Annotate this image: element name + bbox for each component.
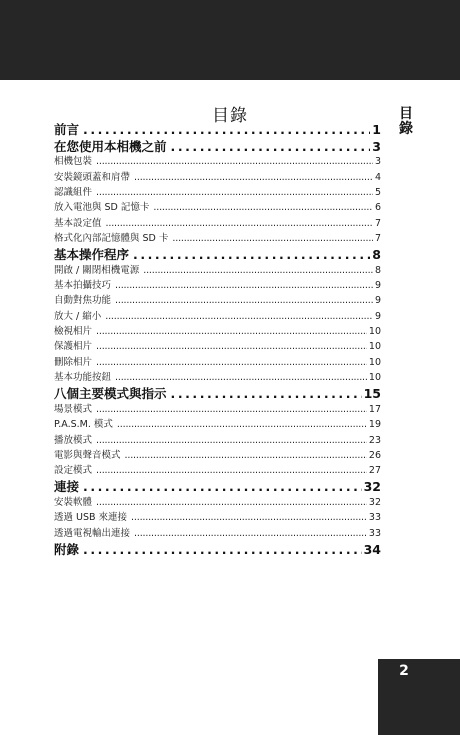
toc-entry-page-number: 15	[363, 386, 381, 401]
dot-leader	[133, 247, 370, 262]
toc-entry-page-number: 3	[374, 156, 381, 168]
toc-entry-page-number: 32	[368, 497, 381, 509]
toc-entry-label: 播放模式	[54, 434, 93, 446]
toc-entry-page-number: 4	[374, 171, 381, 183]
toc-entry-page-number: 10	[368, 341, 381, 353]
toc-entry-label: 檢視相片	[54, 326, 93, 338]
toc-entry-label: P.A.S.M. 模式	[54, 419, 113, 431]
toc-entry-label: 八個主要模式與指示	[54, 386, 167, 401]
toc-entry-label: 透過 USB 來連接	[54, 512, 128, 524]
toc-entry-label: 基本拍攝技巧	[54, 280, 112, 292]
toc-entry-page-number: 32	[363, 479, 381, 495]
toc-entry-page-number: 33	[368, 512, 381, 524]
page-number-tab	[378, 659, 460, 735]
toc-entry-label: 基本操作程序	[54, 247, 130, 262]
toc-entry[interactable]	[54, 215, 381, 230]
toc-chapter-entry[interactable]	[54, 120, 381, 137]
toc-entry-page-number: 9	[374, 280, 381, 292]
toc-entry-page-number: 34	[363, 541, 381, 557]
toc-entry[interactable]	[54, 494, 381, 509]
toc-entry-label: 安裝軟體	[54, 497, 93, 509]
dot-leader	[96, 357, 367, 368]
toc-chapter-entry[interactable]	[54, 137, 381, 154]
toc-entry-label: 放大 / 縮小	[54, 310, 102, 322]
toc-entry-label: 透過電視輸出連接	[54, 527, 131, 539]
toc-entry-page-number: 19	[368, 419, 381, 431]
toc-entry[interactable]	[54, 462, 381, 477]
toc-entry[interactable]	[54, 525, 381, 540]
dot-leader	[96, 497, 367, 508]
dot-leader	[134, 528, 367, 539]
toc-entry-label: 安裝鏡頭蓋和肩帶	[54, 171, 131, 183]
dot-leader	[96, 435, 367, 446]
toc-entry[interactable]	[54, 323, 381, 338]
toc-entry-page-number: 10	[368, 371, 381, 383]
dot-leader	[96, 187, 373, 198]
toc-entry[interactable]	[54, 369, 381, 384]
section-tab: 目錄	[399, 106, 413, 137]
toc-entry[interactable]	[54, 184, 381, 199]
dot-leader	[83, 479, 362, 494]
toc-entry-page-number: 5	[374, 186, 381, 198]
dot-leader	[131, 512, 367, 523]
page-title: 目錄	[212, 106, 248, 126]
dot-leader	[96, 404, 367, 415]
toc-entry-page-number: 1	[372, 122, 381, 137]
toc-entry-page-number: 3	[372, 138, 381, 154]
dot-leader	[117, 419, 367, 430]
toc-entry-label: 基本設定值	[54, 217, 102, 229]
dot-leader	[83, 542, 362, 557]
toc-entry-label: 場景模式	[54, 403, 93, 415]
dot-leader	[105, 311, 373, 322]
dot-leader	[125, 450, 367, 461]
toc-entry[interactable]	[54, 509, 381, 524]
dot-leader	[83, 122, 370, 137]
dot-leader	[134, 172, 373, 183]
dot-leader	[171, 386, 362, 401]
toc-entry[interactable]	[54, 199, 381, 214]
toc-entry-page-number: 6	[374, 202, 381, 214]
toc-entry-page-number: 9	[374, 295, 381, 307]
toc-entry[interactable]	[54, 169, 381, 184]
toc-chapter-entry[interactable]	[54, 477, 381, 494]
toc-entry-page-number: 7	[374, 217, 381, 229]
toc-entry[interactable]	[54, 292, 381, 307]
dot-leader	[96, 156, 373, 167]
dot-leader	[115, 295, 373, 306]
toc-entry-label: 認識組件	[54, 186, 93, 198]
dot-leader	[96, 465, 367, 476]
toc-entry-label: 前言	[54, 122, 80, 137]
toc-entry-label: 連接	[54, 479, 80, 495]
toc-entry[interactable]	[54, 447, 381, 462]
toc-entry-page-number: 7	[374, 232, 381, 244]
toc-entry-label: 自動對焦功能	[54, 295, 112, 307]
table-of-contents	[54, 120, 381, 557]
toc-entry-label: 保護相片	[54, 341, 93, 353]
dot-leader	[106, 218, 373, 229]
toc-entry-page-number: 33	[368, 527, 381, 539]
dot-leader	[96, 326, 367, 337]
toc-entry-label: 電影與聲音模式	[54, 449, 121, 461]
toc-entry-page-number: 9	[374, 310, 381, 322]
dot-leader	[115, 372, 367, 383]
dot-leader	[153, 202, 373, 213]
toc-entry-page-number: 17	[368, 403, 381, 415]
dot-leader	[96, 341, 367, 352]
toc-entry-page-number: 26	[368, 449, 381, 461]
toc-entry-page-number: 10	[368, 356, 381, 368]
toc-entry-label: 相機包裝	[54, 156, 93, 168]
toc-entry-label: 在您使用本相機之前	[54, 138, 167, 154]
toc-chapter-entry[interactable]	[54, 245, 381, 262]
toc-entry[interactable]	[54, 416, 381, 431]
toc-entry[interactable]	[54, 401, 381, 416]
toc-entry[interactable]	[54, 277, 381, 292]
header-band	[0, 0, 460, 80]
dot-leader	[115, 280, 373, 291]
toc-entry[interactable]	[54, 230, 381, 245]
toc-entry[interactable]	[54, 262, 381, 277]
toc-entry-page-number: 23	[368, 434, 381, 446]
toc-entry-label: 刪除相片	[54, 356, 93, 368]
toc-entry-page-number: 8	[374, 264, 381, 276]
toc-entry-page-number: 8	[372, 247, 381, 262]
toc-entry[interactable]	[54, 308, 381, 323]
toc-entry[interactable]	[54, 153, 381, 168]
toc-entry-label: 格式化內部記憶體與 SD 卡	[54, 232, 169, 244]
toc-entry-page-number: 10	[368, 326, 381, 338]
toc-entry-label: 附錄	[54, 541, 80, 557]
toc-entry[interactable]	[54, 354, 381, 369]
toc-chapter-entry[interactable]	[54, 540, 381, 557]
page-number: 2	[399, 663, 409, 679]
dot-leader	[171, 139, 371, 154]
toc-entry-page-number: 27	[368, 465, 381, 477]
toc-entry-label: 基本功能按鈕	[54, 371, 112, 383]
toc-entry[interactable]	[54, 338, 381, 353]
dot-leader	[143, 265, 373, 276]
toc-entry-label: 設定模式	[54, 465, 93, 477]
toc-entry[interactable]	[54, 432, 381, 447]
dot-leader	[172, 233, 373, 244]
toc-chapter-entry[interactable]	[54, 384, 381, 401]
toc-entry-label: 開啟 / 關閉相機電源	[54, 264, 140, 276]
toc-entry-label: 放入電池與 SD 記憶卡	[54, 202, 150, 214]
